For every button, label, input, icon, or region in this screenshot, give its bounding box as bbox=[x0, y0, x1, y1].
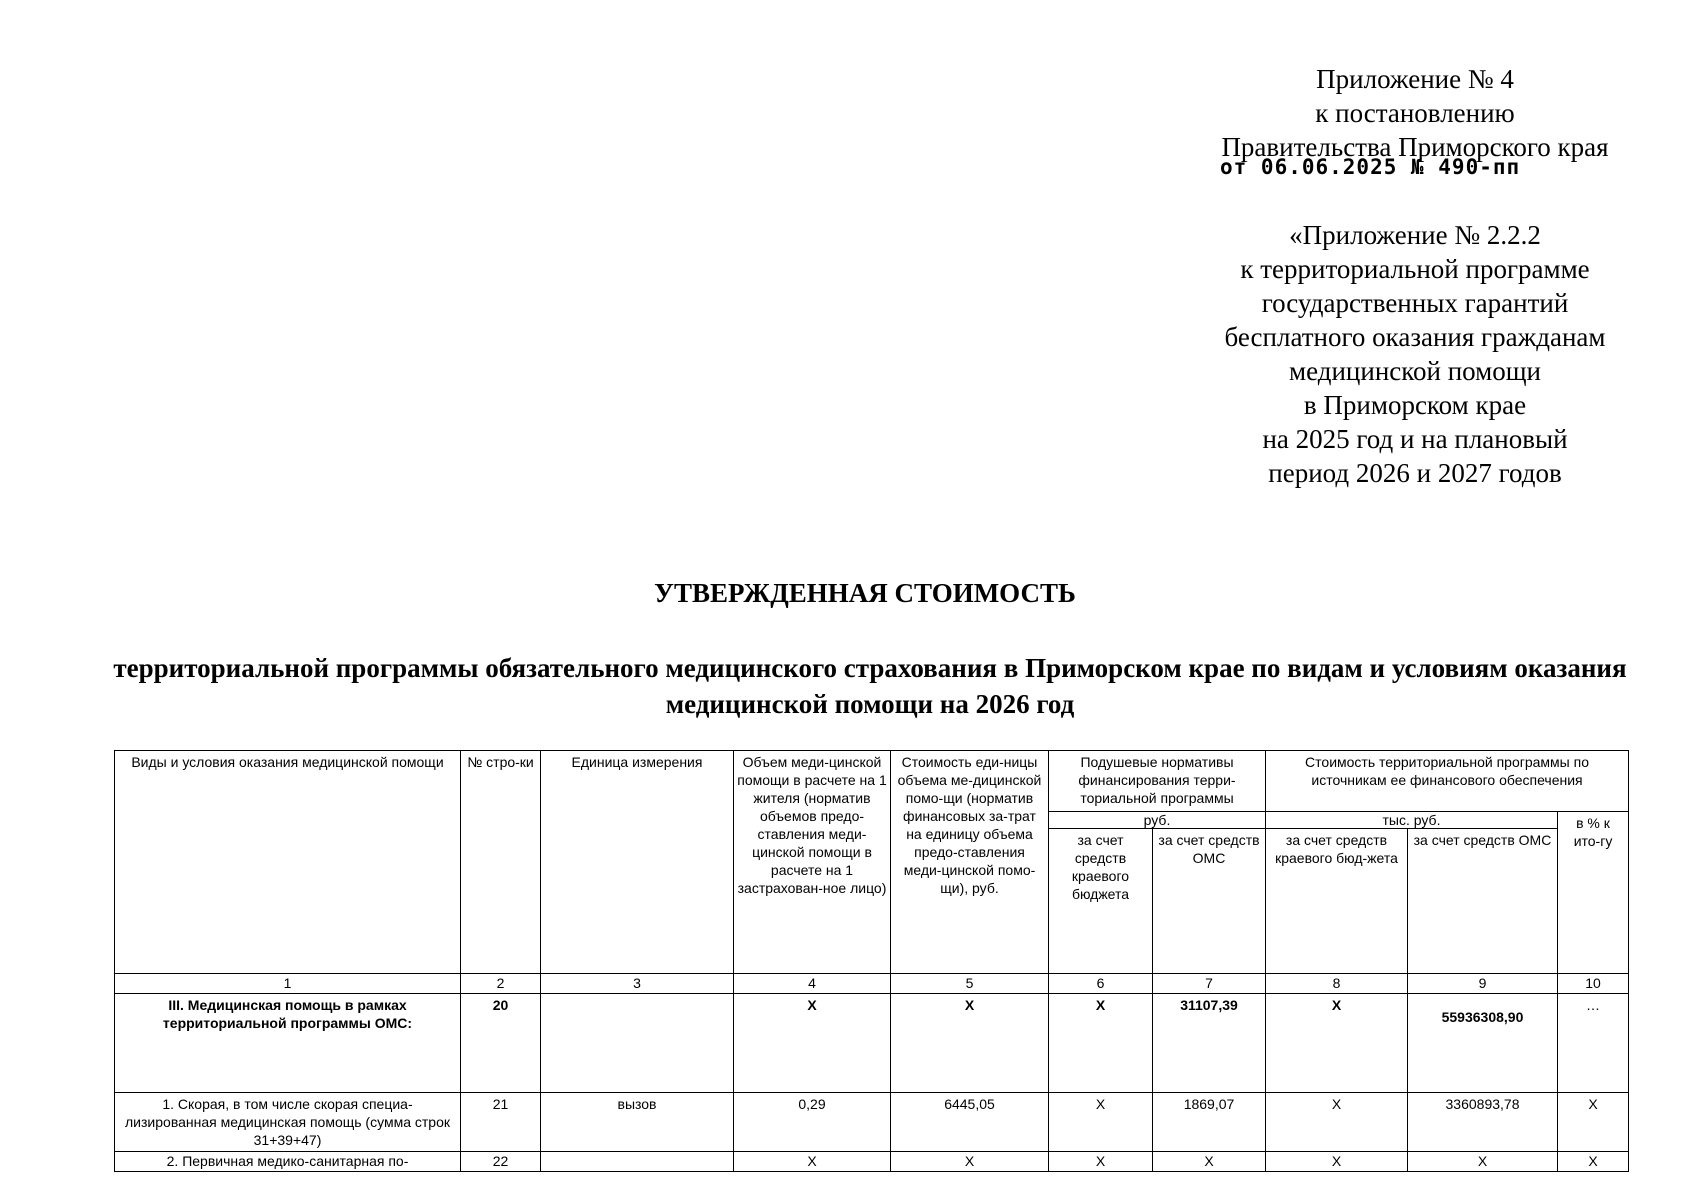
header-cell-unit-cost: Стоимость еди-ницы объема ме-дицинской помо-щи (норматив финансовых за-трат на единицу объема предо-ставления меди-цинской помо-щи), руб. bbox=[891, 751, 1049, 974]
appendix2-line: «Приложение № 2.2.2 bbox=[1289, 220, 1541, 250]
appendix2-line: период 2026 и 2027 годов bbox=[1268, 458, 1562, 488]
appendix2-header bbox=[1185, 218, 1645, 490]
row-name: III. Медицинская помощь в рамках территориальной программы ОМС: bbox=[115, 994, 461, 1093]
document-subtitle: территориальной программы обязательного медицинского страхования в Приморском крае по видам и условиям оказания медицинской помощи на 2026 год bbox=[113, 653, 1627, 719]
appendix2-line: медицинской помощи bbox=[1289, 356, 1541, 386]
column-number: 10 bbox=[1558, 974, 1629, 994]
column-number: 3 bbox=[541, 974, 734, 994]
appendix2-line: к территориальной программе bbox=[1240, 254, 1590, 284]
row-regional-budget: Х bbox=[1049, 1152, 1153, 1172]
row-number: 21 bbox=[461, 1093, 541, 1152]
column-number: 7 bbox=[1153, 974, 1266, 994]
table-row bbox=[115, 1152, 1629, 1172]
row-number: 22 bbox=[461, 1152, 541, 1172]
column-number: 4 bbox=[734, 974, 891, 994]
appendix2-line: бесплатного оказания гражданам bbox=[1224, 322, 1606, 352]
row-percent: … bbox=[1558, 994, 1629, 1093]
row-total-regional-budget: Х bbox=[1266, 994, 1408, 1093]
row-oms: Х bbox=[1153, 1152, 1266, 1172]
row-oms: 31107,39 bbox=[1153, 994, 1266, 1093]
header-cell-volume: Объем меди-цинской помощи в расчете на 1 жителя (норматив объемов предо-ставления меди-цинской помощи в расчете на 1 застрахован-ное лицо) bbox=[734, 751, 891, 974]
header-cell-unit-thousand-rub: тыс. руб. bbox=[1266, 812, 1558, 829]
row-regional-budget: Х bbox=[1049, 994, 1153, 1093]
row-volume: 0,29 bbox=[734, 1093, 891, 1152]
appendix-line: к постановлению bbox=[1315, 98, 1515, 128]
header-cell-oms: за счет средств ОМС bbox=[1153, 829, 1266, 974]
column-number: 6 bbox=[1049, 974, 1153, 994]
row-regional-budget: Х bbox=[1049, 1093, 1153, 1152]
table-row bbox=[115, 1093, 1629, 1152]
document-title: УТВЕРЖДЕННАЯ СТОИМОСТЬ bbox=[654, 578, 1076, 608]
column-number: 1 bbox=[115, 974, 461, 994]
table-row bbox=[115, 994, 1629, 1093]
row-percent: Х bbox=[1558, 1152, 1629, 1172]
header-cell-total-oms: за счет средств ОМС bbox=[1408, 829, 1558, 974]
appendix2-line: на 2025 год и на плановый bbox=[1262, 424, 1568, 454]
row-percent: Х bbox=[1558, 1093, 1629, 1152]
row-unit: вызов bbox=[541, 1093, 734, 1152]
header-cell-program-cost-group: Стоимость территориальной программы по источникам ее финансового обеспечения bbox=[1266, 751, 1629, 812]
header-cell-type: Виды и условия оказания медицинской помощи bbox=[115, 751, 461, 974]
appendix2-line: государственных гарантий bbox=[1261, 288, 1569, 318]
row-total-oms: Х bbox=[1408, 1152, 1558, 1172]
row-unit-cost: Х bbox=[891, 994, 1049, 1093]
header-cell-regional-budget: за счет средств краевого бюджета bbox=[1049, 829, 1153, 974]
row-total-regional-budget: Х bbox=[1266, 1093, 1408, 1152]
row-unit bbox=[541, 1152, 734, 1172]
appendix2-line: в Приморском крае bbox=[1303, 390, 1527, 420]
column-number: 2 bbox=[461, 974, 541, 994]
row-volume: Х bbox=[734, 1152, 891, 1172]
row-total-regional-budget: Х bbox=[1266, 1152, 1408, 1172]
row-total-oms: 55936308,90 bbox=[1408, 994, 1558, 1093]
header-cell-total-regional-budget: за счет средств краевого бюд-жета bbox=[1266, 829, 1408, 974]
header-cell-per-capita-group: Подушевые нормативы финансирования терри-ториальной программы bbox=[1049, 751, 1266, 812]
column-number: 8 bbox=[1266, 974, 1408, 994]
header-cell-percent: в % к ито-гу bbox=[1558, 812, 1629, 974]
row-unit-cost: Х bbox=[891, 1152, 1049, 1172]
cost-table bbox=[114, 750, 1629, 1172]
appendix-line: Правительства Приморского края bbox=[1221, 132, 1609, 162]
row-volume: Х bbox=[734, 994, 891, 1093]
header-cell-unit: Единица измерения bbox=[541, 751, 734, 974]
table-header-row bbox=[115, 751, 1629, 812]
column-number-row bbox=[115, 974, 1629, 994]
row-name: 1. Скорая, в том числе скорая специа-лизированная медицинская помощь (сумма строк 31+39+47) bbox=[115, 1093, 461, 1152]
decree-date-stamp: от 06.06.2025 № 490-пп bbox=[1220, 155, 1521, 179]
row-oms: 1869,07 bbox=[1153, 1093, 1266, 1152]
row-unit-cost: 6445,05 bbox=[891, 1093, 1049, 1152]
header-cell-unit-rub: руб. bbox=[1049, 812, 1266, 829]
column-number: 5 bbox=[891, 974, 1049, 994]
row-unit bbox=[541, 994, 734, 1093]
header-cell-row-number: № стро-ки bbox=[461, 751, 541, 974]
row-total-oms: 3360893,78 bbox=[1408, 1093, 1558, 1152]
column-number: 9 bbox=[1408, 974, 1558, 994]
row-name: 2. Первичная медико-санитарная по- bbox=[115, 1152, 461, 1172]
appendix-line: Приложение № 4 bbox=[1316, 64, 1514, 94]
appendix-header bbox=[1185, 62, 1645, 164]
row-number: 20 bbox=[461, 994, 541, 1093]
